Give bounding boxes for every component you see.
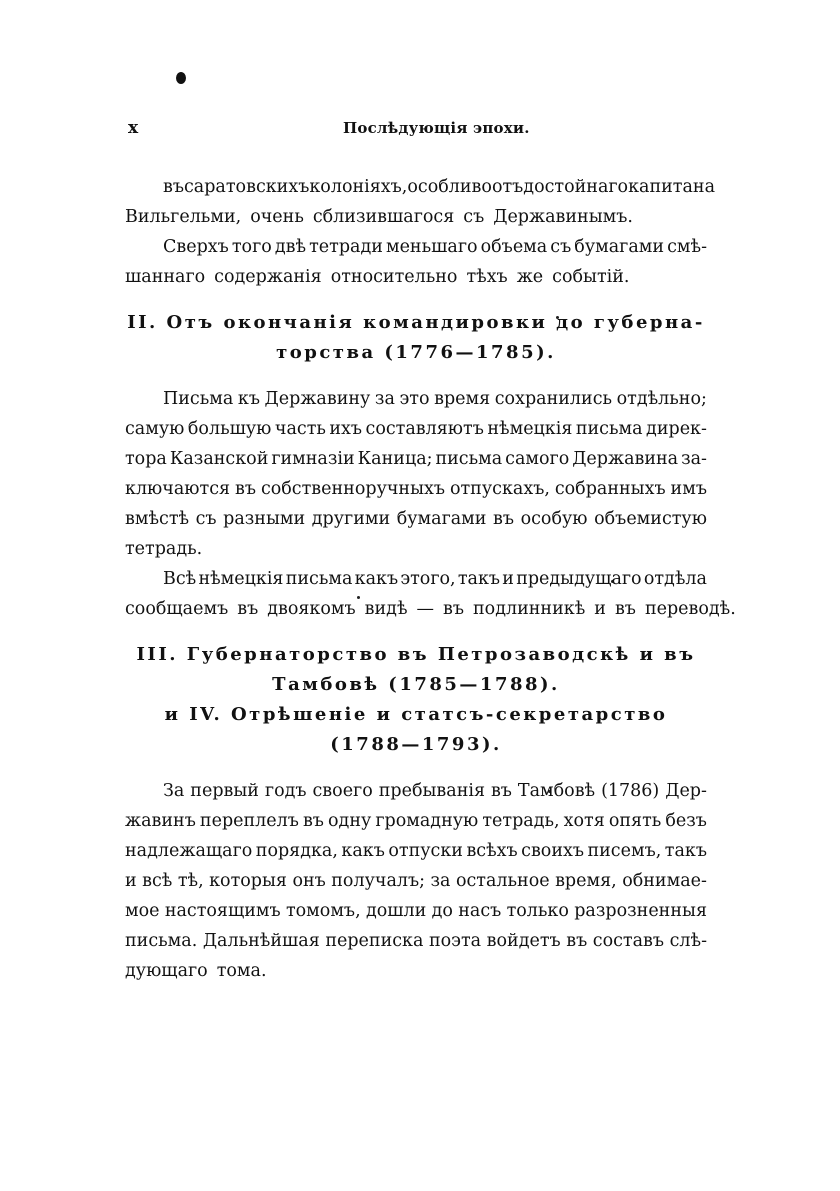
text-line: За первый годъ своего пребыванія въ Тамбовѣ (1786) Дер- bbox=[163, 781, 707, 801]
heading-line: Тамбовѣ (1785—1788). bbox=[272, 674, 560, 695]
text-line: жавинъ переплелъ въ одну громадную тетрадь, хотя опять безъ bbox=[125, 811, 707, 831]
heading-line: (1788—1793). bbox=[330, 734, 502, 755]
paragraphs-bottom bbox=[125, 776, 707, 986]
text-line: тора Казанской гимназіи Каница; письма самого Державина за- bbox=[125, 449, 707, 469]
text-line: сообщаемъ въ двоякомъ видѣ — въ подлинникѣ и въ переводѣ. bbox=[125, 599, 736, 619]
text-line: въ саратовскихъ колоніяхъ, особливо отъ достойнаго капитана bbox=[163, 177, 716, 197]
page-body bbox=[125, 172, 736, 986]
text-line: письма. Дальнѣйшая переписка поэта войдетъ въ составъ слѣ- bbox=[125, 931, 707, 951]
heading-line: и IV. Отрѣшеніе и статсъ-секретарство bbox=[164, 704, 668, 725]
running-head bbox=[128, 118, 700, 142]
text-line: шаннаго содержанія относительно тѣхъ же событій. bbox=[125, 267, 630, 287]
ink-blot bbox=[176, 72, 186, 84]
text-line: мое настоящимъ томомъ, дошли до насъ только разрозненныя bbox=[125, 901, 707, 921]
text-line: вмѣстѣ съ разными другими бумагами въ особую объемистую bbox=[125, 509, 707, 529]
page-number: x bbox=[128, 118, 139, 138]
heading-line: III. Губернаторство въ Петрозаводскѣ и въ bbox=[136, 644, 696, 665]
text-line: самую большую часть ихъ составляютъ нѣмецкія письма дирек- bbox=[125, 419, 707, 439]
paragraphs-mid bbox=[125, 384, 736, 624]
section-heading-3-4 bbox=[125, 640, 707, 760]
text-line: Всѣ нѣмецкія письма какъ этого, такъ и предыдущаго отдѣла bbox=[163, 569, 707, 589]
text-line: тетрадь. bbox=[125, 539, 203, 559]
text-line: надлежащаго порядка, какъ отпуски всѣхъ своихъ писемъ, такъ bbox=[125, 841, 707, 861]
text-line: Вильгельми, очень сблизившагося съ Державинымъ. bbox=[125, 207, 633, 227]
text-line: и всѣ тѣ, которыя онъ получалъ; за остальное время, обнимае- bbox=[125, 871, 707, 891]
text-line: дующаго тома. bbox=[125, 961, 267, 981]
heading-line: II. Отъ окончанія командировки до губерна- bbox=[127, 312, 705, 333]
section-heading-2 bbox=[125, 308, 707, 368]
running-title: Послѣдующія эпохи. bbox=[343, 119, 530, 137]
text-line: ключаются въ собственноручныхъ отпускахъ, собранныхъ имъ bbox=[125, 479, 707, 499]
text-line: Сверхъ того двѣ тетради меньшаго объема съ бумагами смѣ- bbox=[163, 237, 707, 257]
text-line: Письма къ Державину за это время сохранились отдѣльно; bbox=[163, 389, 707, 409]
paragraphs-top bbox=[125, 172, 716, 292]
heading-line: торства (1776—1785). bbox=[276, 342, 556, 363]
